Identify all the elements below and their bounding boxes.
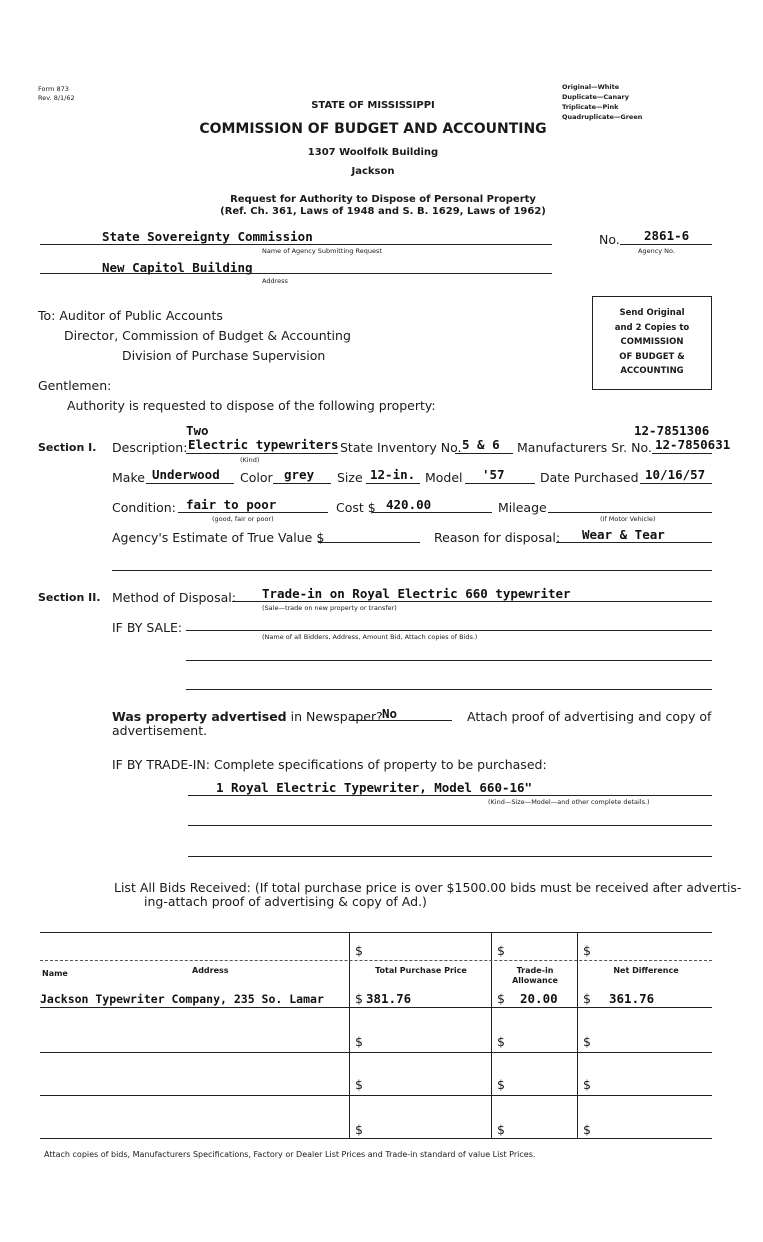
table-header-rule xyxy=(40,960,712,961)
list-bids-line-2: ing-attach proof of advertising & copy of Ad.) xyxy=(144,894,427,909)
form-number: Form 873 xyxy=(38,85,69,93)
description-quantity: Two xyxy=(186,423,209,438)
send-box-line-1: Send Original xyxy=(619,308,685,318)
estimate-line xyxy=(318,542,420,543)
sale-caption: (Name of all Bidders, Address, Amount Bid, Attach copies of Bids.) xyxy=(262,633,478,641)
condition-label: Condition: xyxy=(112,500,176,515)
advertised-question xyxy=(112,709,383,724)
footer-note: Attach copies of bids, Manufacturers Specifications, Factory or Dealer List Prices and Trade-in standard of value List Prices. xyxy=(44,1150,536,1159)
header-allowance: Allowance xyxy=(512,976,558,985)
agency-address-value: New Capitol Building xyxy=(102,260,253,275)
method-caption: (Sale—trade on new property or transfer) xyxy=(262,604,397,612)
salutation: Gentlemen: xyxy=(38,378,112,393)
reason-label: Reason for disposal: xyxy=(434,530,561,545)
sale-line-3 xyxy=(186,689,712,690)
agency-no-line xyxy=(620,244,712,245)
mileage-line xyxy=(548,512,712,513)
copy-triplicate: Triplicate—Pink xyxy=(562,103,619,111)
make-value: Underwood xyxy=(152,467,220,482)
color-label: Color xyxy=(240,470,273,485)
trade-in-caption: (Kind—Size—Model—and other complete details.) xyxy=(488,798,650,806)
serial-number-top: 12-7851306 xyxy=(634,423,710,438)
date-purchased-line xyxy=(640,483,712,484)
reason-value: Wear & Tear xyxy=(582,527,665,542)
model-line xyxy=(465,483,535,484)
dollar-sign: $ xyxy=(497,1122,505,1137)
size-value: 12-in. xyxy=(370,467,416,482)
inventory-line xyxy=(455,453,513,454)
dollar-sign: $ xyxy=(355,991,363,1006)
agency-name-caption: Name of Agency Submitting Request xyxy=(262,247,382,255)
table-top-rule xyxy=(40,932,712,933)
section-1-label: Section I. xyxy=(38,441,97,454)
to-auditor: To: Auditor of Public Accounts xyxy=(38,308,223,323)
trade-in-value: 1 Royal Electric Typewriter, Model 660-16" xyxy=(216,780,533,795)
bid-net: 361.76 xyxy=(609,991,655,1006)
condition-value: fair to poor xyxy=(186,497,277,512)
table-row-rule xyxy=(40,1007,712,1008)
table-bottom-rule xyxy=(40,1138,712,1139)
copy-quadruplicate: Quadruplicate—Green xyxy=(562,113,643,121)
header-net: Net Difference xyxy=(613,966,679,975)
size-label: Size xyxy=(337,470,363,485)
kind-caption: (Kind) xyxy=(240,456,260,464)
sale-line-2 xyxy=(186,660,712,661)
trade-in-line-2 xyxy=(188,825,712,826)
state-title: STATE OF MISSISSIPPI xyxy=(311,100,435,111)
header-total: Total Purchase Price xyxy=(375,966,467,975)
bid-trade-in: 20.00 xyxy=(520,991,558,1006)
send-box-line-4: OF BUDGET & xyxy=(619,351,685,362)
reason-line xyxy=(556,542,712,543)
advertised-attach: Attach proof of advertising and copy of xyxy=(467,709,712,724)
dollar-sign: $ xyxy=(355,1077,363,1092)
table-row-rule xyxy=(40,1095,712,1096)
dollar-sign: $ xyxy=(497,943,505,958)
date-purchased-label: Date Purchased xyxy=(540,470,639,485)
advertised-value: No xyxy=(382,706,398,721)
city-line: Jackson xyxy=(351,166,395,177)
color-line xyxy=(273,483,331,484)
condition-line xyxy=(178,512,328,513)
copy-duplicate: Duplicate—Canary xyxy=(562,93,629,101)
bid-name-address: Jackson Typewriter Company, 235 So. Lamar xyxy=(40,992,324,1006)
send-box-line-3: COMMISSION xyxy=(620,337,684,347)
serial-value: 12-7850631 xyxy=(655,437,731,452)
request-reference: (Ref. Ch. 361, Laws of 1948 and S. B. 1629, Laws of 1962) xyxy=(220,206,546,217)
section-1-extra-line xyxy=(112,570,712,571)
advertised-question-bold: Was property advertised xyxy=(112,709,287,724)
trade-in-line-1 xyxy=(188,795,712,796)
building-line: 1307 Woolfolk Building xyxy=(307,147,439,158)
section-2-label: Section II. xyxy=(38,591,101,604)
to-division: Division of Purchase Supervision xyxy=(122,348,326,363)
agency-name-value: State Sovereignty Commission xyxy=(102,229,313,244)
trade-in-line-3 xyxy=(188,856,712,857)
serial-label: Manufacturers Sr. No. xyxy=(517,440,652,455)
agency-no-value: 2861-6 xyxy=(644,228,690,243)
inventory-value: 5 & 6 xyxy=(462,437,500,452)
condition-caption: (good, fair or poor) xyxy=(212,515,274,523)
list-bids-line-1: List All Bids Received: (If total purchase price is over $1500.00 bids must be received after advertis- xyxy=(114,880,742,895)
copy-original: Original—White xyxy=(562,83,620,91)
cost-label: Cost $ xyxy=(336,500,376,515)
table-divider-net xyxy=(577,932,578,1138)
inventory-label: State Inventory No. xyxy=(340,440,462,455)
date-purchased-value: 10/16/57 xyxy=(645,467,706,482)
method-line xyxy=(232,601,712,602)
description-line xyxy=(186,453,338,454)
method-value: Trade-in on Royal Electric 660 typewriter xyxy=(262,586,571,601)
estimate-label: Agency's Estimate of True Value $ xyxy=(112,530,325,545)
advertised-attach-continued: advertisement. xyxy=(112,723,208,738)
table-row-rule xyxy=(40,1052,712,1053)
dollar-sign: $ xyxy=(497,991,505,1006)
to-director: Director, Commission of Budget & Accounting xyxy=(64,328,351,343)
table-divider-trade xyxy=(491,932,492,1138)
authority-statement: Authority is requested to dispose of the following property: xyxy=(67,398,436,413)
agency-name-line xyxy=(40,244,552,245)
cost-line xyxy=(372,512,492,513)
dollar-sign: $ xyxy=(583,943,591,958)
header-name: Name xyxy=(42,969,68,978)
table-divider-total xyxy=(349,932,350,1138)
header-address: Address xyxy=(192,966,229,975)
dollar-sign: $ xyxy=(497,1077,505,1092)
make-line xyxy=(146,483,234,484)
dollar-sign: $ xyxy=(583,1122,591,1137)
model-value: '57 xyxy=(482,467,505,482)
dollar-sign: $ xyxy=(583,1034,591,1049)
request-title: Request for Authority to Dispose of Personal Property xyxy=(230,194,536,205)
mileage-label: Mileage xyxy=(498,500,547,515)
description-label: Description: xyxy=(112,440,188,455)
send-copies-box xyxy=(592,296,712,390)
agency-address-line xyxy=(40,273,552,274)
serial-line xyxy=(652,453,712,454)
size-line xyxy=(366,483,420,484)
agency-address-caption: Address xyxy=(262,277,288,285)
commission-title: COMMISSION OF BUDGET AND ACCOUNTING xyxy=(199,121,547,137)
method-label: Method of Disposal: xyxy=(112,590,236,605)
dollar-sign: $ xyxy=(583,991,591,1006)
sale-label: IF BY SALE: xyxy=(112,620,183,635)
agency-no-label: No. xyxy=(599,232,620,247)
bid-total: 381.76 xyxy=(366,991,412,1006)
advertised-question-rest: in Newspaper? xyxy=(290,709,383,724)
trade-in-label: IF BY TRADE-IN: Complete specifications of property to be purchased: xyxy=(112,757,547,772)
send-box-line-5: ACCOUNTING xyxy=(620,366,684,376)
dollar-sign: $ xyxy=(355,1122,363,1137)
make-label: Make xyxy=(112,470,145,485)
agency-no-caption: Agency No. xyxy=(638,247,675,255)
dollar-sign: $ xyxy=(583,1077,591,1092)
advertised-line xyxy=(352,720,452,721)
header-trade-in: Trade-in xyxy=(516,966,554,975)
model-label: Model xyxy=(425,470,463,485)
color-value: grey xyxy=(284,467,315,482)
mileage-caption: (If Motor Vehicle) xyxy=(600,515,656,523)
dollar-sign: $ xyxy=(355,943,363,958)
description-value: Electric typewriters xyxy=(188,437,339,452)
cost-value: 420.00 xyxy=(386,497,432,512)
form-revision: Rev. 8/1/62 xyxy=(38,94,75,102)
dollar-sign: $ xyxy=(355,1034,363,1049)
send-box-line-2: and 2 Copies to xyxy=(614,322,690,333)
dollar-sign: $ xyxy=(497,1034,505,1049)
sale-line-1 xyxy=(186,630,712,631)
